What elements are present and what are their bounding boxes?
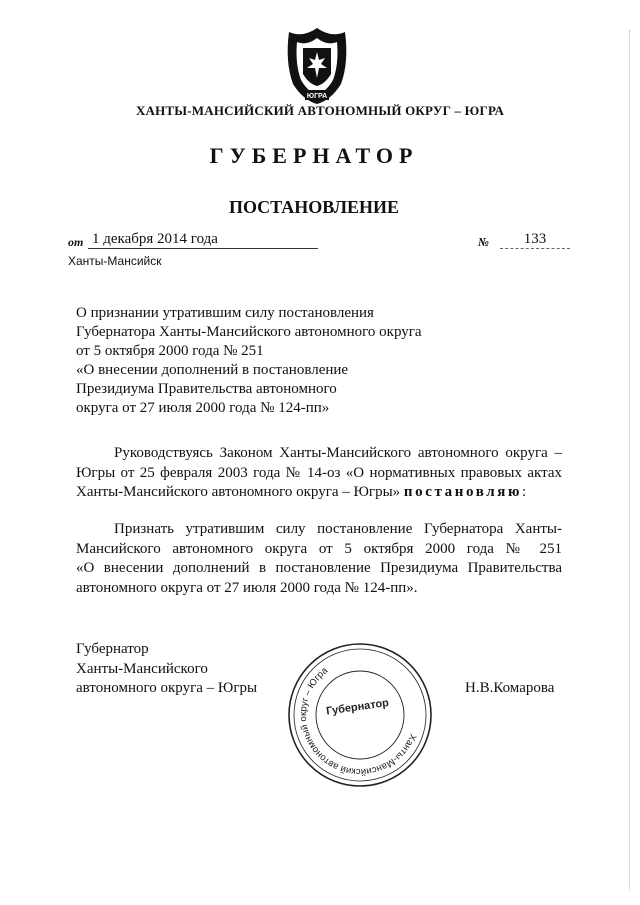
emblem-label: ЮГРА	[306, 93, 328, 100]
region-title: ХАНТЫ-МАНСИЙСКИЙ АВТОНОМНЫЙ ОКРУГ – ЮГРА	[135, 103, 505, 118]
paragraph-line: автономного округа от 27 июля 2000 года № 124-пп».	[76, 579, 418, 596]
date-prefix: от	[68, 235, 84, 249]
paragraph-line: Руководствуясь Законом Ханты-Мансийского автономного округа –	[114, 445, 562, 461]
subject-line: О признании утратившим силу постановления	[76, 305, 374, 321]
decree-keyword-colon: :	[522, 484, 527, 500]
paragraph-line: Мансийского автономного округа от 5 октября 2000 года № 251	[76, 540, 562, 557]
document-type: ПОСТАНОВЛЕНИЕ	[228, 197, 400, 217]
seal-ring-text: Ханты-Мансийский автономный округ – Югра	[297, 665, 419, 778]
position-line: Губернатор	[76, 641, 149, 657]
coat-of-arms-emblem	[281, 22, 353, 106]
seal-center-text: Губернатор	[325, 696, 390, 718]
decree-keyword: постановляю	[403, 484, 523, 500]
paragraph-line: Югры от 25 февраля 2003 года № 14-оз «О нормативных правовых актах	[76, 464, 562, 481]
subject-line: Президиума Правительства автономного	[76, 381, 337, 397]
subject-line: от 5 октября 2000 года № 251	[76, 343, 264, 359]
signatory-name: Н.В.Комарова	[465, 680, 555, 696]
operative-paragraph	[76, 520, 562, 598]
paragraph-line	[76, 483, 562, 503]
document-date: 1 декабря 2014 года	[88, 231, 318, 249]
subject-line: округа от 27 июля 2000 года № 124-пп»	[76, 400, 330, 416]
signatory-position	[76, 640, 257, 699]
document-subject	[76, 304, 496, 418]
preamble-paragraph	[76, 444, 562, 503]
paragraph-line: «О внесении дополнений в постановление Президиума Правительства	[76, 560, 562, 576]
position-line: автономного округа – Югры	[76, 680, 258, 696]
paragraph-line: Признать утратившим силу постановление Губернатора Ханты-	[114, 521, 562, 537]
subject-line: «О внесении дополнений в постановление	[76, 362, 349, 378]
document-number: 133	[500, 231, 570, 249]
official-seal	[285, 640, 435, 790]
scan-margin-line	[629, 30, 631, 890]
number-prefix: №	[478, 235, 489, 249]
date-number-row	[68, 231, 568, 253]
svg-text:Ханты-Мансийский автономный ок	[285, 661, 430, 790]
city-name: Ханты-Мансийск	[68, 254, 162, 268]
authority-title: ГУБЕРНАТОР	[209, 143, 419, 168]
subject-line: Губернатора Ханты-Мансийского автономного округа	[76, 324, 422, 340]
position-line: Ханты-Мансийского	[76, 660, 208, 677]
paragraph-text: Ханты-Мансийского автономного округа – Югры»	[76, 484, 401, 500]
